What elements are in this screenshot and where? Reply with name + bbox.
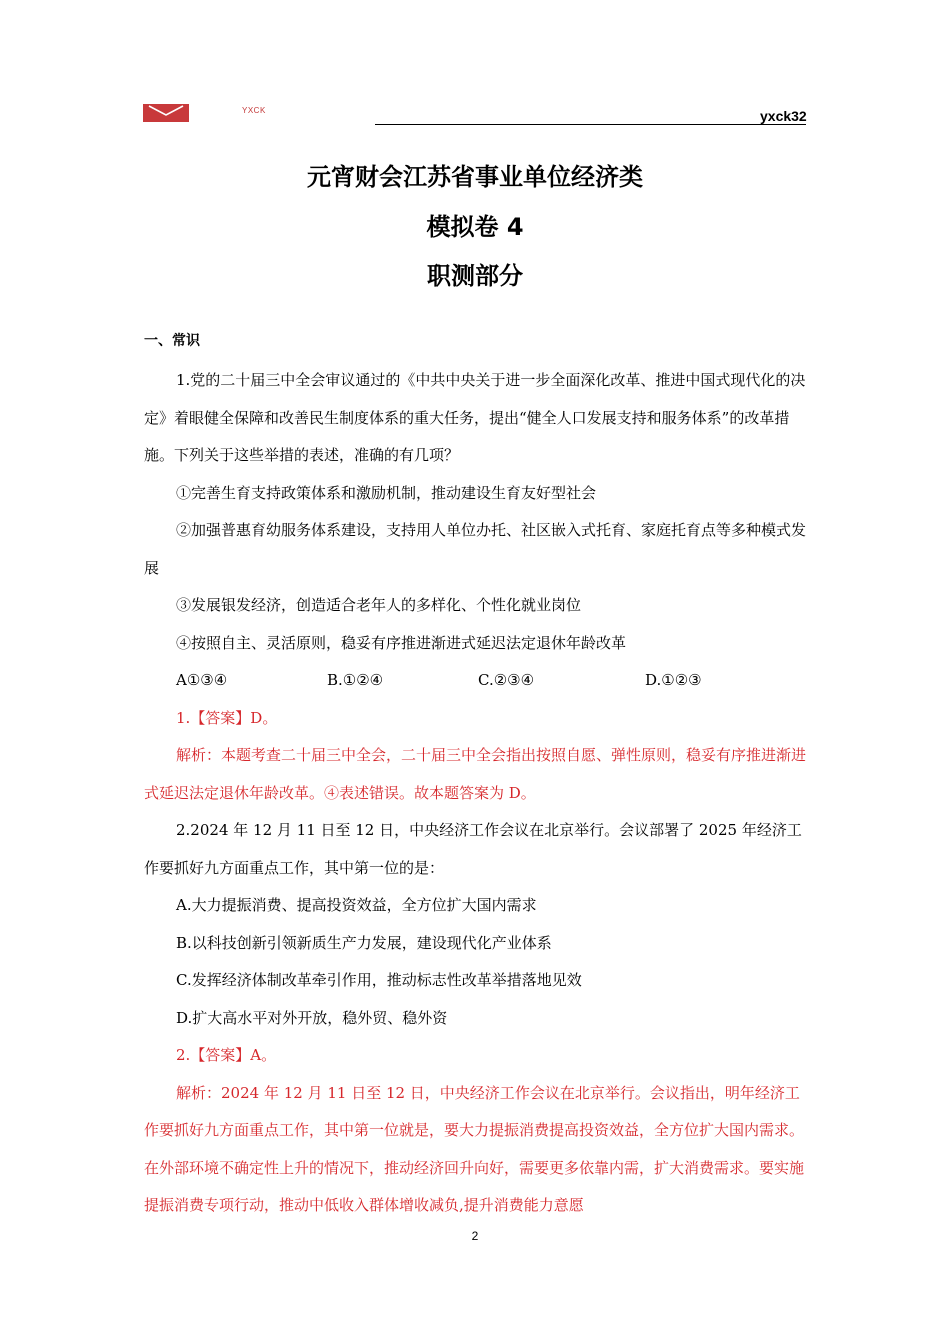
q2-option-d: D.扩大高水平对外开放，稳外贸、稳外资 xyxy=(176,1008,448,1027)
logo-text: YXCK xyxy=(242,106,266,115)
q1-analysis: 解析：本题考查二十届三中全会，二十届三中全会指出按照自愿、弹性原则，稳妥有序推进渐进式延迟法定退休年龄改革。④表述错误。故本题答案为 D。 xyxy=(144,746,807,802)
q1-option-a: A①③④ xyxy=(176,671,228,689)
q2-answer: 2.【答案】A。 xyxy=(176,1046,277,1064)
q1-stem: 1.党的二十届三中全会审议通过的《中共中央关于进一步全面深化改革、推进中国式现代化的决定》着眼健全保障和改善民生制度体系的重大任务，提出“健全人口发展支持和服务体系”的改革措施。下列关于这些举措的表述，准确的有几项？ xyxy=(144,371,806,464)
page-number: 2 xyxy=(471,1229,479,1243)
q1-answer: 1.【答案】D。 xyxy=(176,708,278,727)
q1-options xyxy=(144,662,806,700)
q1-item: ④按照自主、灵活原则，稳妥有序推进渐进式延迟法定退休年龄改革 xyxy=(176,633,627,652)
q1-option-d: D.①②③ xyxy=(645,671,702,689)
q1-item: ②加强普惠育幼服务体系建设，支持用人单位办托、社区嵌入式托育、家庭托育点等多种模式发展 xyxy=(144,521,807,577)
logo-icon xyxy=(143,104,189,122)
q1-item: ③发展银发经济，创造适合老年人的多样化、个性化就业岗位 xyxy=(176,596,582,614)
q2-analysis: 解析：2024 年 12 月 11 日至 12 日，中央经济工作会议在北京举行。会议指出，明年经济工作要抓好九方面重点工作，其中第一位就是，要大力提振消费提高投资效益，全方位扩大国内需求。在外部环境不确定性上升的情况下，推动经济回升向好，需要更多依靠内需，扩大消费需求。要实施提振消费专项行动，推动中低收入群体增收减负,提升消费能力意愿 xyxy=(144,1083,805,1214)
q2-stem: 2.2024 年 12 月 11 日至 12 日，中央经济工作会议在北京举行。会议部署了 2025 年经济工作要抓好九方面重点工作，其中第一位的是： xyxy=(144,821,802,877)
q2-option-c: C.发挥经济体制改革牵引作用，推动标志性改革举措落地见效 xyxy=(176,971,582,989)
document-title: 元宵财会江苏省事业单位经济类 xyxy=(307,163,643,191)
q2-option-b: B.以科技创新引领新质生产力发展，建设现代化产业体系 xyxy=(176,933,552,952)
section-heading: 一、常识 xyxy=(144,333,200,349)
q1-option-c: C.②③④ xyxy=(478,671,535,689)
header-code: yxck32 xyxy=(760,108,807,124)
document-part-title: 职测部分 xyxy=(427,262,523,290)
document-subtitle: 模拟卷 4 xyxy=(426,213,524,241)
header-rule xyxy=(375,124,806,125)
q2-option-a: A.大力提振消费、提高投资效益，全方位扩大国内需求 xyxy=(176,896,537,914)
q1-option-b: B.①②④ xyxy=(327,671,384,689)
q1-item: ①完善生育支持政策体系和激励机制，推动建设生育友好型社会 xyxy=(176,483,597,502)
questions-body xyxy=(144,362,806,1225)
